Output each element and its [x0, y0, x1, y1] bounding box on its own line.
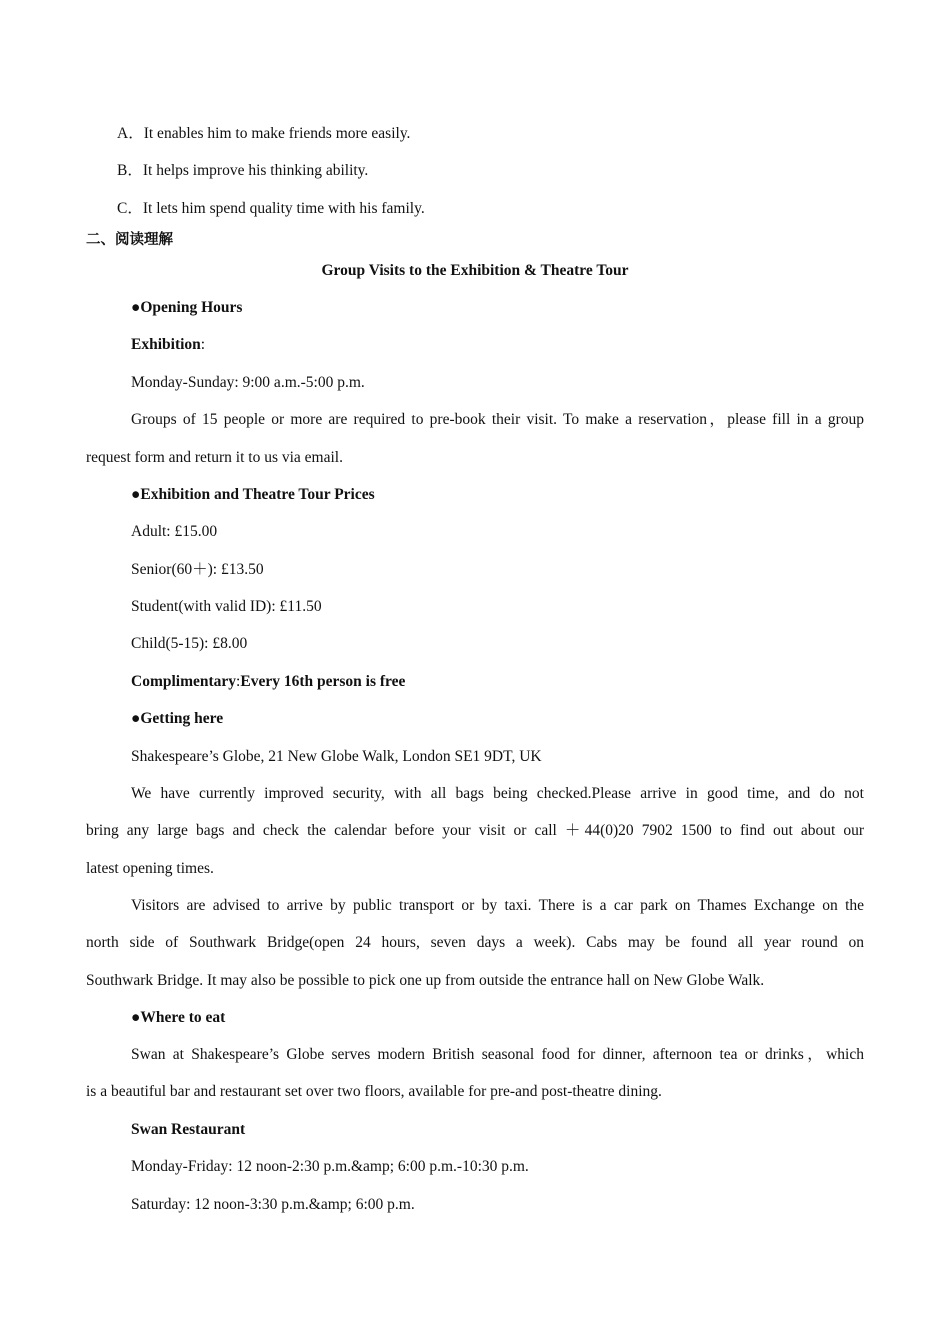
security-line-2: bring any large bags and check the calendar before your visit or call ＋44(0)20 7902 1500 to find out about our [86, 822, 864, 839]
option-b: B．It helps improve his thinking ability. [117, 162, 369, 179]
security-line-3: latest opening times. [86, 860, 214, 877]
restaurant-heading: Swan Restaurant [131, 1121, 246, 1138]
complimentary: Complimentary:Every 16th person is free [131, 673, 406, 690]
option-letter: A [117, 125, 129, 142]
option-text: It enables him to make friends more easily. [143, 125, 411, 142]
restaurant-saturday-hours: Saturday: 12 noon-3:30 p.m.&amp; 6:00 p.m. [131, 1196, 415, 1213]
reservation-line-1: Groups of 15 people or more are required to pre-book their visit. To make a reservation，please fill in a group [131, 411, 864, 428]
price-student: Student(with valid ID): £11.50 [131, 598, 322, 615]
exhibition-hours: Monday-Sunday: 9:00 a.m.-5:00 p.m. [131, 374, 365, 391]
prices-heading: ●Exhibition and Theatre Tour Prices [131, 486, 375, 503]
passage-title: Group Visits to the Exhibition & Theatre Tour [321, 262, 629, 279]
option-c: C．It lets him spend quality time with his family. [117, 200, 425, 217]
section-heading: 二、阅读理解 [86, 232, 173, 248]
option-letter: B [117, 162, 128, 179]
price-senior: Senior(60＋): £13.50 [131, 561, 264, 578]
option-letter: C [117, 200, 128, 217]
option-a: A．It enables him to make friends more easily. [117, 125, 411, 142]
where-to-eat-heading: ●Where to eat [131, 1009, 226, 1026]
exhibition-label: Exhibition: [131, 336, 206, 353]
price-adult: Adult: £15.00 [131, 523, 218, 540]
opening-hours-heading: ●Opening Hours [131, 299, 243, 316]
transport-line-1: Visitors are advised to arrive by public transport or by taxi. There is a car park on Thames Exchange on the [131, 897, 864, 914]
price-child: Child(5-15): £8.00 [131, 635, 248, 652]
option-text: It lets him spend quality time with his family. [142, 200, 425, 217]
getting-here-heading: ●Getting here [131, 710, 224, 727]
transport-line-3: Southwark Bridge. It may also be possible to pick one up from outside the entrance hall on New Globe Walk. [86, 972, 765, 989]
address: Shakespeare’s Globe, 21 New Globe Walk, London SE1 9DT, UK [131, 748, 542, 765]
restaurant-weekday-hours: Monday-Friday: 12 noon-2:30 p.m.&amp; 6:00 p.m.-10:30 p.m. [131, 1158, 529, 1175]
transport-line-2: north side of Southwark Bridge(open 24 hours, seven days a week). Cabs may be found all year round on [86, 934, 864, 951]
reservation-line-2: request form and return it to us via email. [86, 449, 343, 466]
option-text: It helps improve his thinking ability. [142, 162, 369, 179]
eat-line-1: Swan at Shakespeare’s Globe serves modern British seasonal food for dinner, afternoon tea or drinks，which [131, 1046, 864, 1063]
eat-line-2: is a beautiful bar and restaurant set over two floors, available for pre-and post-theatre dining. [86, 1083, 662, 1100]
security-line-1: We have currently improved security, with all bags being checked.Please arrive in good time, and do not [131, 785, 864, 802]
